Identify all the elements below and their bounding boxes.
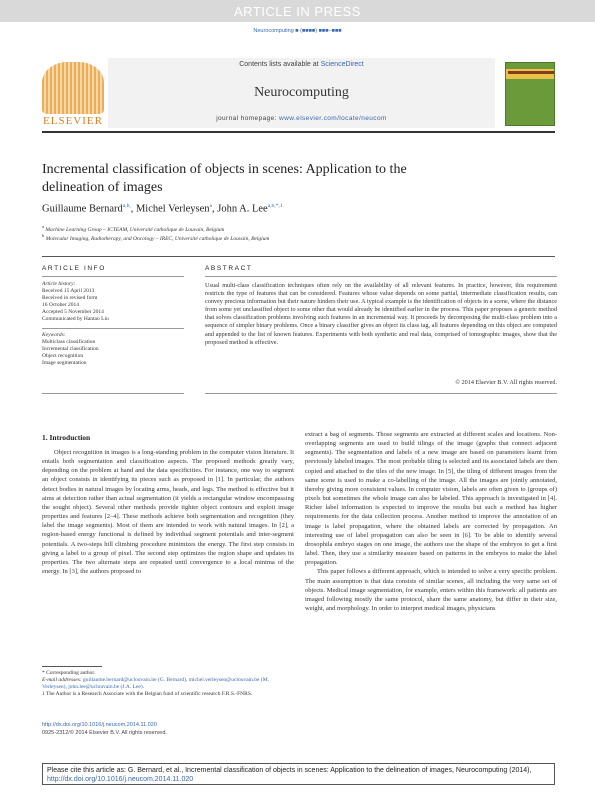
- abstract-text: Usual multi-class classification techniques often rely on the availability of all relevant features. In practice, however, this requirement restricts the type of features that can be considered. Features whose value depends on some partial, intermediate classification results, can convey precious information but their nature hinders their use. A typical example is the identification of objects in a scene, where the distance from some yet unclassified object to some other that would already be identified earlier in the process. This paper proposes a generic method that solves classification problems involving such features in an incremental way. It proceeds by decomposing the multi-class problem into a sequence of simpler binary problems. Once a binary classifier gives an object its class tag, all features depending on this object are computed and appended to the list of known features. Experiments with both synthetic and real data, comprised of tomographic images, show that the proposed method is effective.: [205, 282, 557, 346]
- journal-cover-image: [505, 62, 555, 126]
- keyword: Incremental classification: [42, 346, 99, 352]
- doi-link[interactable]: http://dx.doi.org/10.1016/j.neucom.2014.11.020: [42, 722, 157, 728]
- elsevier-logo: [42, 62, 104, 126]
- info-divider: [42, 328, 184, 329]
- email-note: [42, 677, 294, 691]
- keyword: Object recognition: [42, 353, 84, 359]
- history-item: Received in revised form: [42, 295, 98, 301]
- journal-header: [108, 58, 495, 128]
- intro-left-column: [42, 448, 294, 576]
- author-name[interactable]: John A. Lee: [217, 203, 268, 215]
- journal-homepage: [108, 115, 495, 122]
- homepage-link[interactable]: www.elsevier.com/locate/neucom: [279, 115, 387, 122]
- contents-line: [108, 61, 495, 68]
- homepage-prefix: journal homepage:: [216, 115, 280, 122]
- affiliation-sup: a: [42, 224, 44, 229]
- author-sup[interactable]: a,b,*,1: [267, 203, 283, 209]
- affiliation-text: Machine Learning Group – ICTEAM, Université catholique de Louvain, Belgium: [45, 226, 225, 233]
- abstract-copyright: © 2014 Elsevier B.V. All rights reserved.: [455, 379, 557, 386]
- info-bottom-rule: [42, 393, 184, 394]
- article-info-heading: ARTICLE INFO: [42, 265, 106, 272]
- keyword: Multiclass classification: [42, 339, 96, 345]
- publisher-name: ELSEVIER: [43, 115, 103, 127]
- citation-box: [42, 763, 555, 785]
- intro-right-column: [305, 430, 557, 613]
- abstract-heading: ABSTRACT: [205, 265, 253, 272]
- issn-line: 0925-2312/© 2014 Elsevier B.V. All rights reserved.: [42, 730, 167, 736]
- footnote-rule: [42, 666, 102, 667]
- journal-issue-line[interactable]: Neurocomputing ■ (■■■■) ■■■–■■■: [253, 28, 342, 34]
- affiliation-sup: b: [42, 233, 45, 238]
- sciencedirect-link[interactable]: ScienceDirect: [320, 61, 364, 68]
- abstract-rule: [205, 276, 557, 277]
- banner-text: ARTICLE IN PRESS: [234, 3, 361, 19]
- intro-paragraph: Object recognition in images is a long-standing problem in the computer vision literature. It entails both segmentation and classification aspects. The proposed methods greatly vary, depending on the problem at hand and the data specificities. For instance, one way to segment an object consists in identifying its pieces such as proposed in [1]. In particular, the authors detect bodies in natural images by locating arms, heads, and legs. The method is effective but it aims at detection rather than actual segmentation (it yields a rectangular window encompassing the sought object). Several other methods provide tighter object contours and exploit image properties and features [2–4]. These methods achieve both segmentation and recognition (they label the image segments). Most of them are intended to work with natural images. In [2], a region-based energy functional is defined by individual segment potentials and inter-segment potentials. A two-steps hill climbing procedure minimizes the energy. The first step consists in giving a label to a group of pixel. The second step optimizes the region shape and updates its properties. The two alternate steps are repeated until convergence to a local minima of the energy. In [3], the authors proposed to: [42, 449, 294, 576]
- section-rule: [42, 256, 555, 257]
- article-info: [42, 281, 182, 367]
- section-heading-introduction: 1. Introduction: [42, 433, 91, 442]
- header-rule: [42, 131, 555, 133]
- keywords-label: Keywords:: [42, 332, 66, 338]
- author-sup[interactable]: a,b,: [122, 203, 131, 209]
- author-name[interactable]: Guillaume Bernard: [42, 203, 123, 215]
- footnotes: [42, 670, 294, 698]
- intro-paragraph: extract a bag of segments. Those segments are extracted at different scales and locations. Non-overlapping segments are used to build tilings of the image (graphs that connect adjacent segments). The segmentation and labels of a new image are based on parameters learnt from previously labeled images. The most probable tiling is selected and its associated labels are then copied and attached to the tiles of the new image. In [5], the tiling of different images from the same scene is used to make a co-labelling of the image. All the images are jointly annotated, thereby giving more consistent values. In computer vision, labels are often given to (groups of) pixels but sometimes the whole image can also be labeled. This approach is investigated in [4]. Richer label information is expected to improve the results but such a method has higher requirements for the data collection process. Another method to improve the annotation of an image is label propagation, where the obtained labels are corrected by propagation. An interesting use of label propagation can also be seen in [6]. To be able to identify several drosophila embryo stages on one image, the authors use the shape of the embryos to get a first label. Then, they use a similarity measure based on patterns in the embryos to make the label propagation.: [305, 431, 557, 567]
- email-label: E-mail addresses:: [42, 677, 84, 683]
- history-item: Accepted 5 November 2014: [42, 309, 104, 315]
- contents-prefix: Contents lists available at: [239, 61, 321, 68]
- article-identifiers: [42, 721, 167, 737]
- journal-title: Neurocomputing: [254, 85, 349, 100]
- article-in-press-banner: [0, 0, 595, 22]
- affiliation: [42, 233, 269, 242]
- info-rule: [42, 276, 184, 277]
- author-list: Guillaume Bernard$^{a,b,}$, Michel Verleysen$^a$, John A. Lee$^{a,b,*,1}$: [42, 203, 283, 215]
- email-addresses[interactable]: guillaume.bernard@uclouvain.be (G. Bernard), michel.verleysen@uclouvain.be (M. Verleysen), john.lee@uclouvain.be (J.A. Lee).: [42, 677, 269, 690]
- history-item: 16 October 2014: [42, 302, 79, 308]
- elsevier-tree-icon: [42, 62, 104, 114]
- author-sup[interactable]: a: [209, 203, 212, 209]
- author-name[interactable]: Michel Verleysen: [135, 203, 210, 215]
- article-title: Incremental classification of objects in scenes: Application to the delineation of images: [42, 162, 407, 195]
- keyword: Image segmentation: [42, 360, 87, 366]
- history-item: Communicated by Hantao Liu: [42, 316, 109, 322]
- affiliation-text: Molecular Imaging, Radiotherapy, and Oncology – IREC, Université catholique de Louvain, Belgium: [45, 235, 270, 242]
- history-item: Received 15 April 2013: [42, 288, 95, 294]
- corresponding-note: * Corresponding author.: [42, 670, 96, 676]
- citation-text: Please cite this article as: G. Bernard, et al., Incremental classification of objects in scenes: Application to the delineation of images, Neurocomputing (2014),: [47, 767, 532, 774]
- citation-doi-link[interactable]: http://dx.doi.org/10.1016/j.neucom.2014.11.020: [47, 776, 194, 783]
- affiliation: [42, 224, 224, 233]
- cover-title-strip: [508, 71, 554, 74]
- abstract-bottom-rule: [205, 393, 557, 394]
- author-note: 1 The Author is a Research Associate with the Belgian fund of scientific research F.R.S.-FNRS.: [42, 691, 253, 697]
- history-label: Article history:: [42, 281, 76, 287]
- intro-paragraph: This paper follows a different approach, which is intended to solve a very specific problem. The main assumption is that data consists of similar scenes, all including the very same set of objects. Medical image segmentation, for example, enters within this framework: all patients are imaged following mostly the same protocol, share the same anatomy, but differ in their size, weight, and morphology. In order to interpret medical images, physicians: [305, 568, 557, 612]
